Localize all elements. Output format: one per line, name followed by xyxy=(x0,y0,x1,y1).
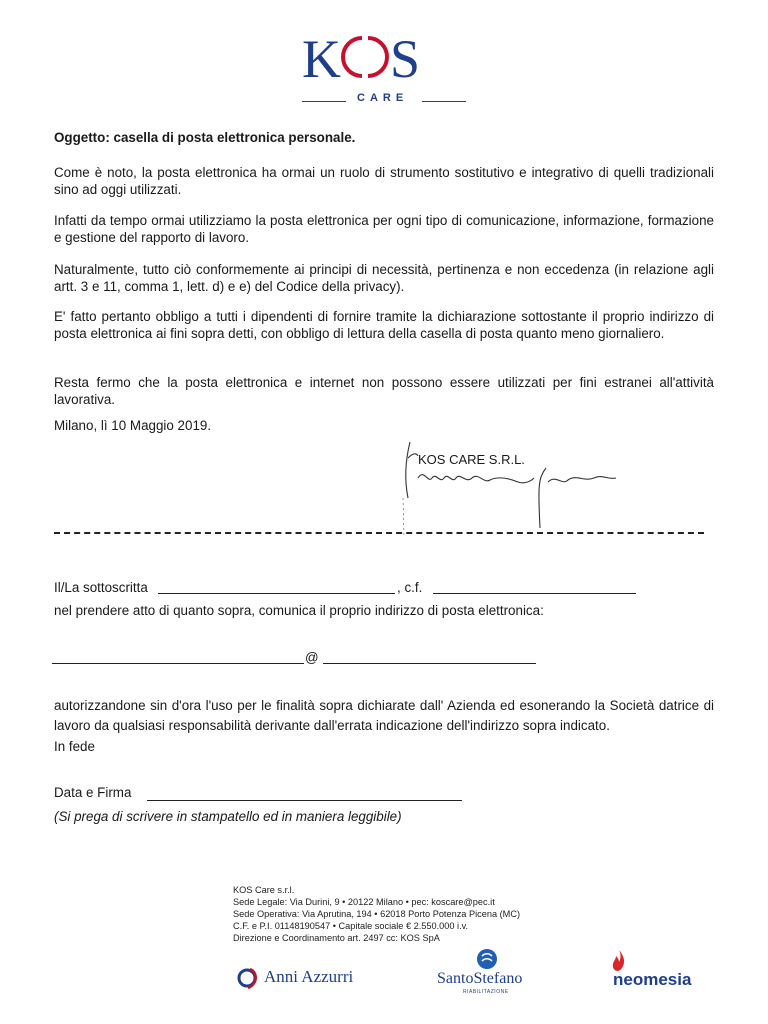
subject-line: Oggetto: casella di posta elettronica personale. xyxy=(54,130,356,145)
logo-circle-icon xyxy=(340,34,390,80)
separator-dashed xyxy=(54,532,704,534)
logo-s: S xyxy=(390,29,420,89)
santo-stefano-logo xyxy=(437,948,547,998)
logo-main-text: K xyxy=(302,29,340,89)
date-place: Milano, lì 10 Maggio 2019. xyxy=(54,418,212,433)
at-sign: @ xyxy=(305,650,319,665)
santo-stefano-text: SantoStefano xyxy=(437,970,523,987)
email-domain-field[interactable] xyxy=(323,663,536,664)
logo-sub-text: CARE xyxy=(357,92,409,104)
footer-line: KOS Care s.r.l. xyxy=(233,885,295,895)
anni-azzurri-text: Anni Azzurri xyxy=(264,967,354,986)
anni-azzurri-icon xyxy=(236,966,262,990)
email-intro: nel prendere atto di quanto sopra, comunica il proprio indirizzo di posta elettronica: xyxy=(54,603,544,618)
santo-stefano-icon xyxy=(475,948,499,970)
footer-line: Direzione e Coordinamento art. 2497 cc: KOS SpA xyxy=(233,933,440,943)
paragraph-1: Come è noto, la posta elettronica ha ormai un ruolo di strumento sostitutivo e integrativo di quelli tradizionali sino ad oggi utilizzati. xyxy=(54,165,714,197)
email-local-part-field[interactable] xyxy=(52,663,304,664)
signer-name-field[interactable] xyxy=(158,593,395,594)
handwritten-signature xyxy=(398,438,628,538)
paragraph-5: Resta fermo che la posta elettronica e internet non possono essere utilizzati per fini estranei all'attività lavorativa. xyxy=(54,375,714,407)
footer-line: Sede Operativa: Via Aprutina, 194 • 62018 Porto Potenza Picena (MC) xyxy=(233,909,521,919)
date-sign-label: Data e Firma xyxy=(54,785,132,800)
signer-label: Il/La sottoscritta xyxy=(54,580,148,595)
cf-label: , c.f. xyxy=(397,580,423,595)
authorization-text: autorizzandone sin d'ora l'uso per le finalità sopra dichiarate dall' Azienda ed esonerando la Società datrice di lavoro da qualsiasi responsabilità derivante dall'errata indicazione dell'indirizzo sopra indicato. xyxy=(54,698,714,733)
kos-care-logo xyxy=(300,28,470,110)
footer-line: Sede Legale: Via Durini, 9 • 20122 Milano • pec: koscare@pec.it xyxy=(233,897,495,907)
paragraph-3: Naturalmente, tutto ciò conformemente ai principi di necessità, pertinenza e non eccedenza (in relazione agli artt. 3 e 11, comma 1, lett. d) e e) del Codice della privacy). xyxy=(54,262,714,294)
signature-company: KOS CARE S.R.L. xyxy=(418,452,525,467)
in-fede: In fede xyxy=(54,739,95,754)
date-sign-field[interactable] xyxy=(147,800,462,801)
company-footer xyxy=(233,884,520,944)
paragraph-4: E' fatto pertanto obbligo a tutti i dipendenti di fornire tramite la dichiarazione sottostante il proprio indirizzo di posta elettronica ai fini sopra detti, con obbligo di lettura della casella di posta quanto meno giornaliero. xyxy=(54,309,714,341)
paragraph-2: Infatti da tempo ormai utilizziamo la posta elettronica per ogni tipo di comunicazione, informazione, formazione e gestione del rapporto di lavoro. xyxy=(54,213,714,245)
neomesia-logo xyxy=(610,948,710,998)
neomesia-text: neomesia xyxy=(613,970,692,989)
santo-stefano-sub: RIABILITAZIONE xyxy=(463,989,509,995)
cf-field[interactable] xyxy=(433,593,636,594)
footer-line: C.F. e P.I. 01148190547 • Capitale sociale € 2.550.000 i.v. xyxy=(233,921,469,931)
print-note: (Si prega di scrivere in stampatello ed in maniera leggibile) xyxy=(54,809,402,824)
